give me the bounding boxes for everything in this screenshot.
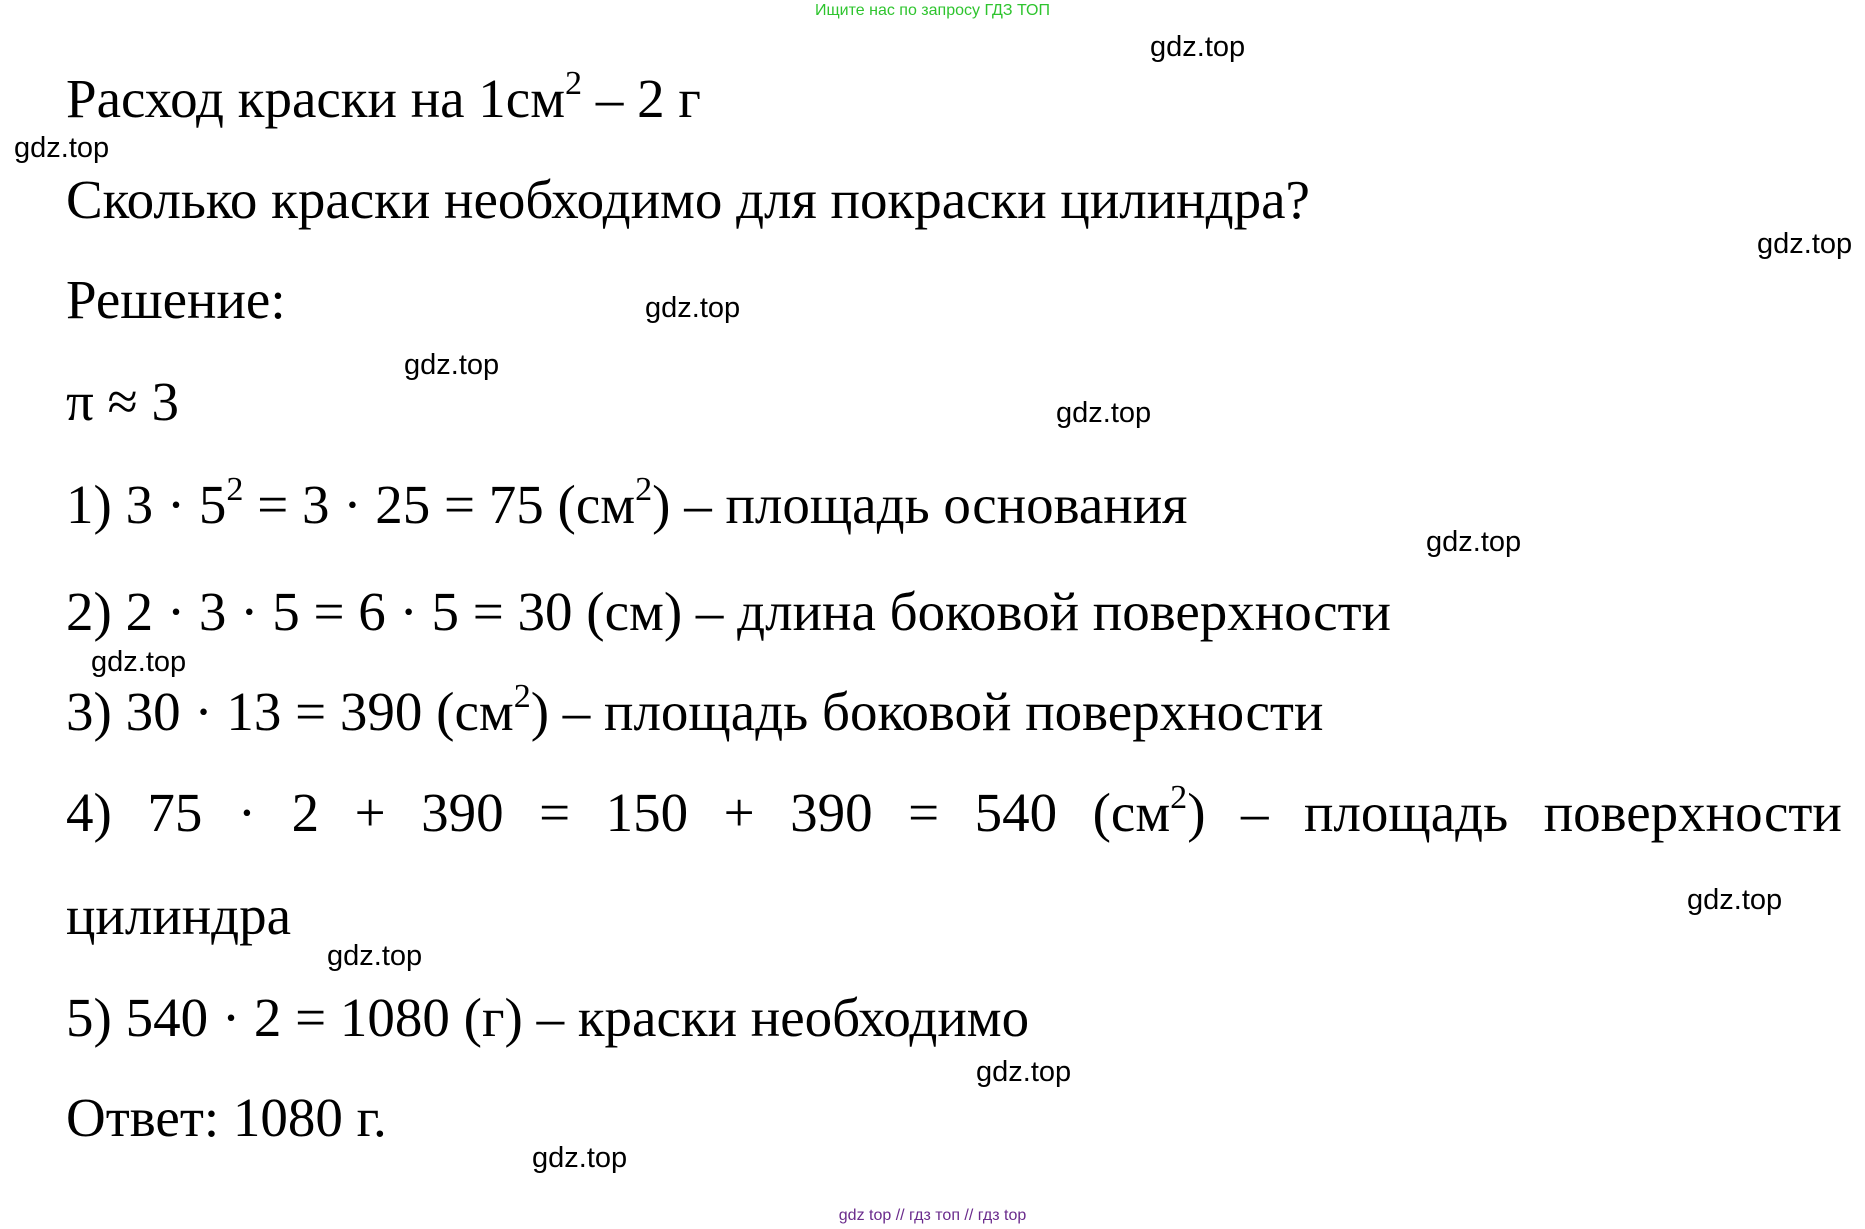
step-1 <box>66 470 1188 535</box>
watermark: gdz.top <box>976 1056 1072 1088</box>
line-text: – 2 г <box>582 68 701 129</box>
unit-token <box>1092 778 1206 843</box>
step-4-continuation: цилиндра <box>66 885 292 946</box>
watermark: gdz.top <box>91 646 187 678</box>
pi-approximation: π ≈ 3 <box>66 371 179 432</box>
step-3 <box>66 677 1324 742</box>
line-text: (см <box>1092 782 1171 843</box>
step-4 <box>66 778 1842 843</box>
paint-consumption-line <box>66 64 701 129</box>
watermark: gdz.top <box>404 349 500 381</box>
token: + <box>354 782 386 843</box>
watermark: gdz.top <box>1150 31 1246 63</box>
superscript: 2 <box>565 64 583 102</box>
token: 390 <box>790 782 873 843</box>
token: 150 <box>605 782 689 843</box>
token: = <box>908 782 940 843</box>
token: поверхности <box>1543 782 1842 843</box>
superscript: 2 <box>1170 778 1188 816</box>
token: 390 <box>421 782 504 843</box>
line-text: ) – площадь основания <box>652 474 1188 535</box>
token: 540 <box>974 782 1058 843</box>
question-line: Сколько краски необходимо для покраски цилиндра? <box>66 169 1310 230</box>
line-text: = 3 · 25 = 75 (см <box>243 474 636 535</box>
superscript: 2 <box>226 470 244 508</box>
token: · <box>237 782 257 843</box>
watermark: gdz.top <box>327 940 423 972</box>
token: + <box>723 782 755 843</box>
superscript: 2 <box>635 470 653 508</box>
top-banner[interactable]: Ищите нас по запросу ГДЗ ТОП <box>815 2 1050 19</box>
line-text: 1) 3 · 5 <box>66 474 227 535</box>
watermark: gdz.top <box>1757 228 1853 260</box>
watermark: gdz.top <box>1687 884 1783 916</box>
watermark: gdz.top <box>14 132 110 164</box>
step-5: 5) 540 · 2 = 1080 (г) – краски необходимо <box>66 987 1030 1048</box>
superscript: 2 <box>513 677 531 715</box>
watermark: gdz.top <box>1426 526 1522 558</box>
token: = <box>539 782 571 843</box>
line-text: 3) 30 · 13 = 390 (см <box>66 681 514 742</box>
line-text: ) – площадь боковой поверхности <box>530 681 1324 742</box>
line-text: ) <box>1187 782 1206 843</box>
solution-heading: Решение: <box>66 269 286 330</box>
token: 2 <box>291 782 320 843</box>
line-text: Расход краски на 1см <box>66 68 566 129</box>
bottom-banner[interactable]: gdz top // гдз топ // гдз top <box>838 1207 1027 1224</box>
watermark: gdz.top <box>532 1142 628 1174</box>
watermark: gdz.top <box>645 292 741 324</box>
token: площадь <box>1303 782 1509 843</box>
watermark: gdz.top <box>1056 397 1152 429</box>
token: 4) <box>66 782 112 843</box>
token: 75 <box>147 782 203 843</box>
answer-line: Ответ: 1080 г. <box>66 1087 387 1148</box>
step-2: 2) 2 · 3 · 5 = 6 · 5 = 30 (см) – длина боковой поверхности <box>66 581 1391 642</box>
token: – <box>1241 782 1269 843</box>
